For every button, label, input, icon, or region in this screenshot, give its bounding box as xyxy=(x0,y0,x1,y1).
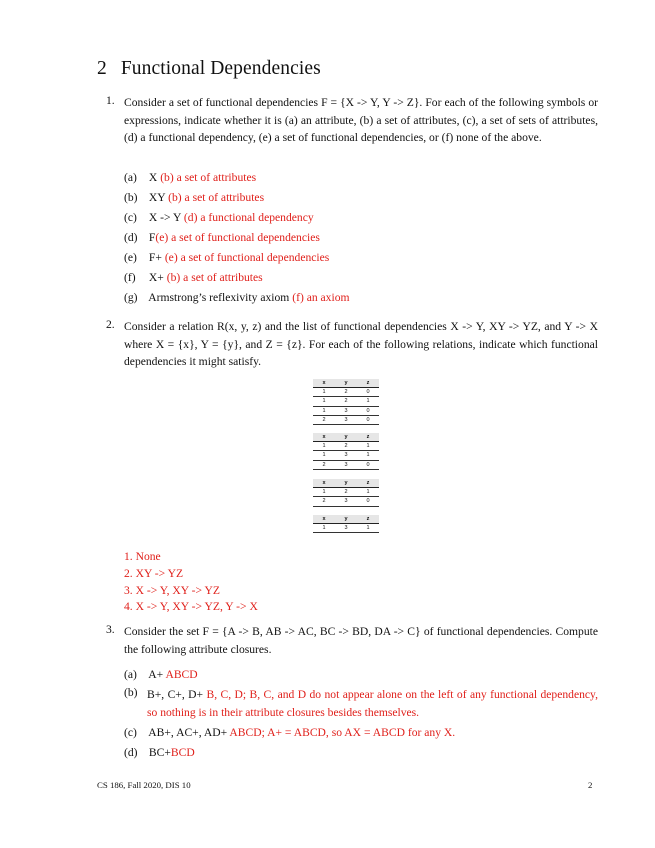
q2-answer-2: 2. XY -> YZ xyxy=(124,566,184,580)
question-3-text: Consider the set F = {A -> B, AB -> AC, BC -> BD, DA -> C} of functional dependencies. Compute the following attribute closures. xyxy=(124,625,598,656)
relation-table-4: x y z 1 3 1 xyxy=(313,515,379,533)
q3-item-b-label: (b) xyxy=(124,686,138,699)
q1-item-d: (d) F(e) a set of functional dependencies xyxy=(124,231,320,244)
q2-answer-3: 3. X -> Y, XY -> YZ xyxy=(124,583,220,597)
footer-page-number: 2 xyxy=(588,780,593,790)
footer-course: CS 186, Fall 2020, DIS 10 xyxy=(97,780,191,790)
relation-table-2: x y z 1 2 1 1 3 1 2 3 0 xyxy=(313,433,379,470)
q2-answer-4: 4. X -> Y, XY -> YZ, Y -> X xyxy=(124,600,258,614)
question-2-answers xyxy=(124,549,258,616)
question-3-number: 3. xyxy=(106,623,115,636)
q3-item-c: (c) AB+, AC+, AD+ ABCD; A+ = ABCD, so AX = ABCD for any X. xyxy=(124,726,456,739)
q1-item-g: (g) Armstrong’s reflexivity axiom (f) an axiom xyxy=(124,291,350,304)
relation-table-3: x y z 1 2 1 2 3 0 xyxy=(313,479,379,507)
relation-table-1: x y z 1 2 0 1 2 1 1 3 0 2 3 0 xyxy=(313,379,379,425)
question-1-text: Consider a set of functional dependencies F = {X -> Y, Y -> Z}. For each of the following symbols or expressions, indicate whether it is (a) an attribute, (b) a set of attributes, (c), a set of sets of attributes, (d) a functional dependency, (e) a set of functional dependencies, or (f) none of the above. xyxy=(124,96,598,144)
q1-item-e: (e) F+ (e) a set of functional dependencies xyxy=(124,251,330,264)
section-number: 2 xyxy=(97,58,107,79)
q1-item-c: (c) X -> Y (d) a functional dependency xyxy=(124,211,314,224)
question-2-text: Consider a relation R(x, y, z) and the list of functional dependencies X -> Y, XY -> YZ, and Y -> X where X = {x}, Y = {y}, and Z = {z}. For each of the following relations, indicate which functional dependencies it might satisfy. xyxy=(124,320,598,368)
question-1-number: 1. xyxy=(106,94,115,107)
q3-item-a: (a) A+ ABCD xyxy=(124,668,198,681)
q1-item-a: (a) X (b) a set of attributes xyxy=(124,171,257,184)
q3-item-b: B+, C+, D+ B, C, D; B, C, and D do not appear alone on the left of any functional dependency, so nothing is in their attribute closures besides themselves. xyxy=(147,688,598,719)
q2-answer-1: 1. None xyxy=(124,550,161,563)
section-title: Functional Dependencies xyxy=(120,58,321,79)
section-heading xyxy=(97,58,321,80)
q1-item-b: (b) XY (b) a set of attributes xyxy=(124,191,265,204)
question-2-number: 2. xyxy=(106,318,115,331)
q1-item-f: (f) X+ (b) a set of attributes xyxy=(124,271,263,284)
q3-item-d: (d) BC+BCD xyxy=(124,746,195,759)
